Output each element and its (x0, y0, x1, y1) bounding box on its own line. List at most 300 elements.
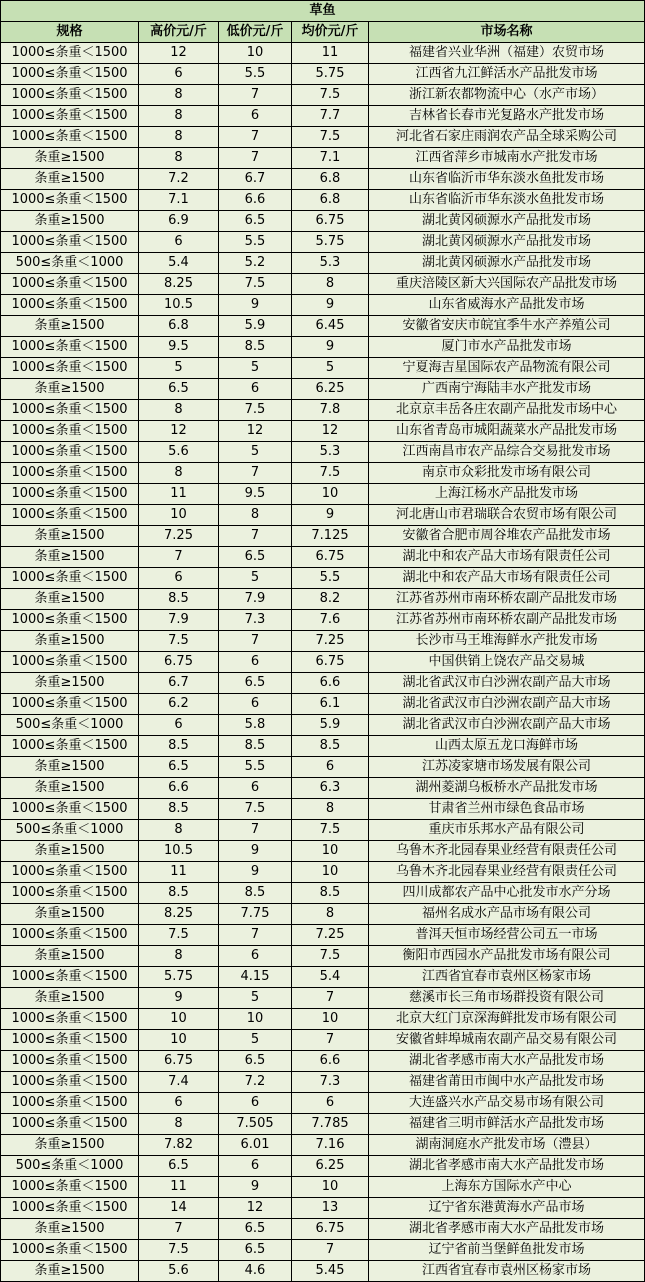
cell-spec: 1000≤条重＜1500 (1, 568, 139, 589)
cell-spec: 1000≤条重＜1500 (1, 43, 139, 64)
cell-high-price: 7.5 (139, 925, 219, 946)
table-row (1, 652, 645, 673)
table-row (1, 862, 645, 883)
cell-spec: 500≤条重＜1000 (1, 715, 139, 736)
cell-market-name: 安徽省蚌埠城南农副产品交易有限公司 (369, 1030, 645, 1051)
cell-market-name: 慈溪市长三角市场群投资有限公司 (369, 988, 645, 1009)
table-row (1, 631, 645, 652)
cell-avg-price: 7.8 (292, 400, 369, 421)
cell-high-price: 10 (139, 1030, 219, 1051)
table-row (1, 1114, 645, 1135)
cell-low-price: 6.5 (219, 211, 292, 232)
cell-avg-price: 6.25 (292, 1156, 369, 1177)
cell-high-price: 6.5 (139, 1156, 219, 1177)
cell-avg-price: 5.4 (292, 967, 369, 988)
cell-spec: 1000≤条重＜1500 (1, 274, 139, 295)
cell-market-name: 山东省青岛市城阳蔬菜水产品批发市场 (369, 421, 645, 442)
cell-market-name: 江苏省苏州市南环桥农副产品批发市场 (369, 589, 645, 610)
cell-market-name: 北京大红门京深海鲜批发市场有限公司 (369, 1009, 645, 1030)
cell-market-name: 上海东方国际水产中心 (369, 1177, 645, 1198)
cell-spec: 条重≥1500 (1, 1135, 139, 1156)
cell-spec: 条重≥1500 (1, 988, 139, 1009)
cell-market-name: 河北省石家庄雨润农产品全球采购公司 (369, 127, 645, 148)
cell-low-price: 6 (219, 694, 292, 715)
cell-high-price: 5.6 (139, 442, 219, 463)
cell-avg-price: 6.6 (292, 1051, 369, 1072)
cell-low-price: 7.5 (219, 799, 292, 820)
cell-avg-price: 6.8 (292, 169, 369, 190)
table-row (1, 610, 645, 631)
cell-spec: 1000≤条重＜1500 (1, 1072, 139, 1093)
cell-low-price: 7 (219, 127, 292, 148)
cell-low-price: 5 (219, 1030, 292, 1051)
cell-low-price: 7 (219, 925, 292, 946)
cell-high-price: 8 (139, 400, 219, 421)
cell-spec: 1000≤条重＜1500 (1, 463, 139, 484)
cell-market-name: 湖北省孝感市南大水产品批发市场 (369, 1219, 645, 1240)
cell-avg-price: 9 (292, 337, 369, 358)
cell-high-price: 5 (139, 358, 219, 379)
cell-low-price: 7 (219, 463, 292, 484)
cell-market-name: 河北唐山市君瑞联合农贸市场有限公司 (369, 505, 645, 526)
cell-market-name: 湖北省孝感市南大水产品批发市场 (369, 1051, 645, 1072)
cell-low-price: 6.5 (219, 1240, 292, 1261)
cell-spec: 条重≥1500 (1, 547, 139, 568)
cell-market-name: 乌鲁木齐北园春果业经营有限责任公司 (369, 841, 645, 862)
title-row (1, 1, 645, 22)
cell-low-price: 6 (219, 379, 292, 400)
cell-avg-price: 10 (292, 862, 369, 883)
cell-market-name: 重庆市乐邦水产品有限公司 (369, 820, 645, 841)
table-row (1, 1198, 645, 1219)
cell-spec: 1000≤条重＜1500 (1, 967, 139, 988)
table-row (1, 1261, 645, 1282)
cell-avg-price: 7.785 (292, 1114, 369, 1135)
cell-market-name: 乌鲁木齐北园春果业经营有限责任公司 (369, 862, 645, 883)
cell-spec: 1000≤条重＜1500 (1, 652, 139, 673)
cell-high-price: 6.7 (139, 673, 219, 694)
cell-high-price: 9 (139, 988, 219, 1009)
cell-low-price: 9.5 (219, 484, 292, 505)
cell-high-price: 8 (139, 106, 219, 127)
cell-low-price: 7.3 (219, 610, 292, 631)
cell-spec: 1000≤条重＜1500 (1, 1114, 139, 1135)
cell-avg-price: 5.45 (292, 1261, 369, 1282)
cell-avg-price: 6.25 (292, 379, 369, 400)
table-row (1, 841, 645, 862)
cell-avg-price: 7.16 (292, 1135, 369, 1156)
cell-avg-price: 7.25 (292, 631, 369, 652)
cell-market-name: 北京京丰岳各庄农副产品批发市场中心 (369, 400, 645, 421)
cell-avg-price: 6.8 (292, 190, 369, 211)
cell-spec: 1000≤条重＜1500 (1, 862, 139, 883)
cell-low-price: 7.5 (219, 400, 292, 421)
cell-avg-price: 8.5 (292, 883, 369, 904)
cell-market-name: 湖北省武汉市白沙洲农副产品大市场 (369, 673, 645, 694)
cell-spec: 1000≤条重＜1500 (1, 883, 139, 904)
cell-high-price: 7.4 (139, 1072, 219, 1093)
cell-low-price: 10 (219, 1009, 292, 1030)
cell-high-price: 12 (139, 421, 219, 442)
table-row (1, 274, 645, 295)
cell-avg-price: 8 (292, 799, 369, 820)
cell-spec: 1000≤条重＜1500 (1, 1051, 139, 1072)
cell-low-price: 6.5 (219, 1219, 292, 1240)
cell-high-price: 10 (139, 1009, 219, 1030)
cell-high-price: 7 (139, 1219, 219, 1240)
cell-high-price: 12 (139, 43, 219, 64)
table-row (1, 526, 645, 547)
cell-high-price: 10.5 (139, 295, 219, 316)
cell-market-name: 南京市众彩批发市场有限公司 (369, 463, 645, 484)
table-row (1, 820, 645, 841)
cell-high-price: 5.75 (139, 967, 219, 988)
cell-spec: 条重≥1500 (1, 1261, 139, 1282)
cell-avg-price: 5.3 (292, 253, 369, 274)
cell-spec: 500≤条重＜1000 (1, 820, 139, 841)
cell-avg-price: 7.6 (292, 610, 369, 631)
table-row (1, 505, 645, 526)
cell-market-name: 福建省三明市鲜活水产品批发市场 (369, 1114, 645, 1135)
cell-high-price: 6.6 (139, 778, 219, 799)
cell-avg-price: 12 (292, 421, 369, 442)
cell-avg-price: 7 (292, 1240, 369, 1261)
cell-high-price: 8 (139, 127, 219, 148)
cell-spec: 1000≤条重＜1500 (1, 400, 139, 421)
cell-high-price: 8.5 (139, 589, 219, 610)
cell-high-price: 10.5 (139, 841, 219, 862)
cell-avg-price: 6.6 (292, 673, 369, 694)
table-row (1, 757, 645, 778)
table-row (1, 358, 645, 379)
cell-high-price: 8.5 (139, 736, 219, 757)
cell-avg-price: 7.1 (292, 148, 369, 169)
cell-market-name: 湖北中和农产品大市场有限责任公司 (369, 568, 645, 589)
cell-spec: 条重≥1500 (1, 631, 139, 652)
cell-high-price: 8 (139, 85, 219, 106)
cell-spec: 条重≥1500 (1, 211, 139, 232)
cell-high-price: 8.5 (139, 799, 219, 820)
table-row (1, 946, 645, 967)
cell-low-price: 7.75 (219, 904, 292, 925)
cell-spec: 条重≥1500 (1, 841, 139, 862)
cell-high-price: 11 (139, 1177, 219, 1198)
cell-high-price: 8.25 (139, 904, 219, 925)
cell-low-price: 5.9 (219, 316, 292, 337)
cell-high-price: 9.5 (139, 337, 219, 358)
cell-spec: 条重≥1500 (1, 316, 139, 337)
cell-low-price: 6.5 (219, 1051, 292, 1072)
cell-market-name: 江苏省苏州市南环桥农副产品批发市场 (369, 610, 645, 631)
table-row (1, 106, 645, 127)
cell-low-price: 6.5 (219, 547, 292, 568)
cell-low-price: 6.01 (219, 1135, 292, 1156)
cell-market-name: 福建省兴业华洲（福建）农贸市场 (369, 43, 645, 64)
cell-avg-price: 7 (292, 1030, 369, 1051)
table-row (1, 694, 645, 715)
cell-spec: 条重≥1500 (1, 757, 139, 778)
cell-high-price: 8 (139, 463, 219, 484)
table-row (1, 232, 645, 253)
cell-high-price: 7.2 (139, 169, 219, 190)
cell-avg-price: 9 (292, 505, 369, 526)
cell-high-price: 6.75 (139, 1051, 219, 1072)
cell-low-price: 5 (219, 442, 292, 463)
table-row (1, 1072, 645, 1093)
cell-low-price: 7.2 (219, 1072, 292, 1093)
cell-high-price: 6 (139, 715, 219, 736)
cell-market-name: 湖北省孝感市南大水产品批发市场 (369, 1156, 645, 1177)
cell-high-price: 7 (139, 547, 219, 568)
cell-spec: 条重≥1500 (1, 169, 139, 190)
cell-spec: 1000≤条重＜1500 (1, 610, 139, 631)
cell-avg-price: 9 (292, 295, 369, 316)
table-row (1, 673, 645, 694)
table-row (1, 127, 645, 148)
cell-avg-price: 7.7 (292, 106, 369, 127)
cell-avg-price: 8.5 (292, 736, 369, 757)
cell-high-price: 7.5 (139, 1240, 219, 1261)
table-row (1, 925, 645, 946)
cell-high-price: 5.6 (139, 1261, 219, 1282)
cell-market-name: 山西太原五龙口海鲜市场 (369, 736, 645, 757)
cell-low-price: 9 (219, 295, 292, 316)
cell-avg-price: 7.3 (292, 1072, 369, 1093)
table-row (1, 442, 645, 463)
cell-spec: 1000≤条重＜1500 (1, 1177, 139, 1198)
table-row (1, 967, 645, 988)
cell-spec: 500≤条重＜1000 (1, 253, 139, 274)
cell-high-price: 6 (139, 1093, 219, 1114)
cell-spec: 1000≤条重＜1500 (1, 1009, 139, 1030)
cell-market-name: 湖北省武汉市白沙洲农副产品大市场 (369, 715, 645, 736)
cell-avg-price: 8.2 (292, 589, 369, 610)
table-row (1, 778, 645, 799)
cell-avg-price: 5.9 (292, 715, 369, 736)
cell-avg-price: 7.125 (292, 526, 369, 547)
cell-high-price: 5.4 (139, 253, 219, 274)
cell-spec: 条重≥1500 (1, 379, 139, 400)
cell-avg-price: 10 (292, 841, 369, 862)
table-row (1, 43, 645, 64)
cell-avg-price: 7.5 (292, 946, 369, 967)
table-row (1, 148, 645, 169)
cell-low-price: 8.5 (219, 883, 292, 904)
cell-low-price: 7.5 (219, 274, 292, 295)
table-row (1, 64, 645, 85)
table-row (1, 904, 645, 925)
table-row (1, 463, 645, 484)
cell-avg-price: 7 (292, 988, 369, 1009)
cell-low-price: 12 (219, 421, 292, 442)
cell-avg-price: 6.1 (292, 694, 369, 715)
cell-low-price: 6 (219, 106, 292, 127)
table-row (1, 799, 645, 820)
cell-avg-price: 7.5 (292, 127, 369, 148)
cell-market-name: 安徽省安庆市皖宜季牛水产养殖公司 (369, 316, 645, 337)
cell-avg-price: 5.75 (292, 64, 369, 85)
cell-avg-price: 5.5 (292, 568, 369, 589)
cell-avg-price: 7.5 (292, 463, 369, 484)
cell-spec: 1000≤条重＜1500 (1, 1093, 139, 1114)
cell-spec: 条重≥1500 (1, 148, 139, 169)
table-row (1, 568, 645, 589)
cell-market-name: 湖北黄冈硕源水产品批发市场 (369, 232, 645, 253)
table-row (1, 85, 645, 106)
cell-high-price: 14 (139, 1198, 219, 1219)
cell-market-name: 江苏凌家塘市场发展有限公司 (369, 757, 645, 778)
cell-avg-price: 5.3 (292, 442, 369, 463)
cell-spec: 条重≥1500 (1, 1219, 139, 1240)
table-row (1, 883, 645, 904)
cell-high-price: 6 (139, 232, 219, 253)
table-row (1, 1240, 645, 1261)
cell-avg-price: 6 (292, 757, 369, 778)
cell-low-price: 5.5 (219, 232, 292, 253)
cell-market-name: 安徽省合肥市周谷堆农产品批发市场 (369, 526, 645, 547)
cell-low-price: 10 (219, 43, 292, 64)
cell-high-price: 7.82 (139, 1135, 219, 1156)
cell-high-price: 6.5 (139, 757, 219, 778)
cell-spec: 1000≤条重＜1500 (1, 925, 139, 946)
cell-market-name: 厦门市水产品批发市场 (369, 337, 645, 358)
cell-high-price: 6.2 (139, 694, 219, 715)
cell-avg-price: 8 (292, 274, 369, 295)
header-low-price: 低价元/斤 (219, 22, 292, 43)
table-row (1, 736, 645, 757)
cell-avg-price: 6.75 (292, 547, 369, 568)
header-high-price: 高价元/斤 (139, 22, 219, 43)
cell-high-price: 8 (139, 946, 219, 967)
cell-spec: 1000≤条重＜1500 (1, 64, 139, 85)
cell-avg-price: 6.75 (292, 1219, 369, 1240)
cell-market-name: 上海江杨水产品批发市场 (369, 484, 645, 505)
cell-spec: 1000≤条重＜1500 (1, 232, 139, 253)
cell-avg-price: 13 (292, 1198, 369, 1219)
cell-market-name: 湖南洞庭水产批发市场（澧县） (369, 1135, 645, 1156)
cell-low-price: 6 (219, 778, 292, 799)
cell-spec: 条重≥1500 (1, 904, 139, 925)
table-row (1, 316, 645, 337)
table-row (1, 715, 645, 736)
cell-spec: 1000≤条重＜1500 (1, 694, 139, 715)
cell-high-price: 6.8 (139, 316, 219, 337)
cell-market-name: 辽宁省东港黄海水产品市场 (369, 1198, 645, 1219)
table-row (1, 589, 645, 610)
cell-spec: 1000≤条重＜1500 (1, 1240, 139, 1261)
table-row (1, 1093, 645, 1114)
cell-market-name: 甘肃省兰州市绿色食品市场 (369, 799, 645, 820)
cell-low-price: 7 (219, 820, 292, 841)
table-row (1, 1177, 645, 1198)
table-row (1, 1030, 645, 1051)
cell-market-name: 江西省萍乡市城南水产批发市场 (369, 148, 645, 169)
cell-market-name: 湖北中和农产品大市场有限责任公司 (369, 547, 645, 568)
cell-market-name: 福建省莆田市闽中水产品批发市场 (369, 1072, 645, 1093)
cell-spec: 条重≥1500 (1, 946, 139, 967)
cell-high-price: 10 (139, 505, 219, 526)
cell-low-price: 7 (219, 631, 292, 652)
cell-market-name: 山东省威海水产品批发市场 (369, 295, 645, 316)
cell-avg-price: 5 (292, 358, 369, 379)
cell-avg-price: 6.75 (292, 211, 369, 232)
cell-high-price: 11 (139, 862, 219, 883)
cell-market-name: 广西南宁海陆丰水产批发市场 (369, 379, 645, 400)
cell-high-price: 7.1 (139, 190, 219, 211)
cell-low-price: 5 (219, 568, 292, 589)
cell-spec: 1000≤条重＜1500 (1, 85, 139, 106)
cell-low-price: 6 (219, 1093, 292, 1114)
header-market-name: 市场名称 (369, 22, 645, 43)
cell-low-price: 5.8 (219, 715, 292, 736)
cell-spec: 1000≤条重＜1500 (1, 1198, 139, 1219)
cell-low-price: 6 (219, 946, 292, 967)
cell-high-price: 8.25 (139, 274, 219, 295)
cell-market-name: 江西省宜春市袁州区杨家市场 (369, 967, 645, 988)
table-row (1, 337, 645, 358)
cell-market-name: 长沙市马王堆海鲜水产批发市场 (369, 631, 645, 652)
cell-low-price: 9 (219, 862, 292, 883)
cell-avg-price: 6.75 (292, 652, 369, 673)
table-row (1, 1051, 645, 1072)
cell-market-name: 江西省宜春市袁州区杨家市场 (369, 1261, 645, 1282)
cell-spec: 1000≤条重＜1500 (1, 190, 139, 211)
cell-low-price: 7.505 (219, 1114, 292, 1135)
cell-market-name: 湖州菱湖乌板桥水产品批发市场 (369, 778, 645, 799)
cell-spec: 1000≤条重＜1500 (1, 295, 139, 316)
cell-market-name: 江西南昌市农产品综合交易批发市场 (369, 442, 645, 463)
cell-avg-price: 5.75 (292, 232, 369, 253)
cell-high-price: 6 (139, 568, 219, 589)
cell-market-name: 宁夏海吉星国际农产品物流有限公司 (369, 358, 645, 379)
table-row (1, 295, 645, 316)
cell-avg-price: 6 (292, 1093, 369, 1114)
cell-spec: 1000≤条重＜1500 (1, 484, 139, 505)
cell-spec: 1000≤条重＜1500 (1, 505, 139, 526)
cell-spec: 1000≤条重＜1500 (1, 337, 139, 358)
cell-high-price: 7.5 (139, 631, 219, 652)
cell-avg-price: 7.25 (292, 925, 369, 946)
table-row (1, 1135, 645, 1156)
cell-spec: 1000≤条重＜1500 (1, 799, 139, 820)
cell-market-name: 浙江新农都物流中心（水产市场） (369, 85, 645, 106)
cell-avg-price: 6.45 (292, 316, 369, 337)
cell-low-price: 4.6 (219, 1261, 292, 1282)
cell-low-price: 8.5 (219, 736, 292, 757)
table-row (1, 1219, 645, 1240)
cell-spec: 1000≤条重＜1500 (1, 1030, 139, 1051)
table-title: 草鱼 (1, 1, 645, 22)
cell-low-price: 8.5 (219, 337, 292, 358)
table-row (1, 379, 645, 400)
table-row (1, 1009, 645, 1030)
cell-low-price: 5.2 (219, 253, 292, 274)
cell-spec: 条重≥1500 (1, 589, 139, 610)
cell-low-price: 5.5 (219, 757, 292, 778)
table-row (1, 169, 645, 190)
cell-market-name: 辽宁省前当堡鲜鱼批发市场 (369, 1240, 645, 1261)
cell-low-price: 9 (219, 1177, 292, 1198)
cell-market-name: 吉林省长春市光复路水产批发市场 (369, 106, 645, 127)
cell-avg-price: 7.5 (292, 85, 369, 106)
cell-low-price: 7 (219, 85, 292, 106)
table-row (1, 211, 645, 232)
cell-avg-price: 7.5 (292, 820, 369, 841)
table-row (1, 484, 645, 505)
cell-market-name: 湖北省武汉市白沙洲农副产品大市场 (369, 694, 645, 715)
table-row (1, 190, 645, 211)
cell-avg-price: 8 (292, 904, 369, 925)
